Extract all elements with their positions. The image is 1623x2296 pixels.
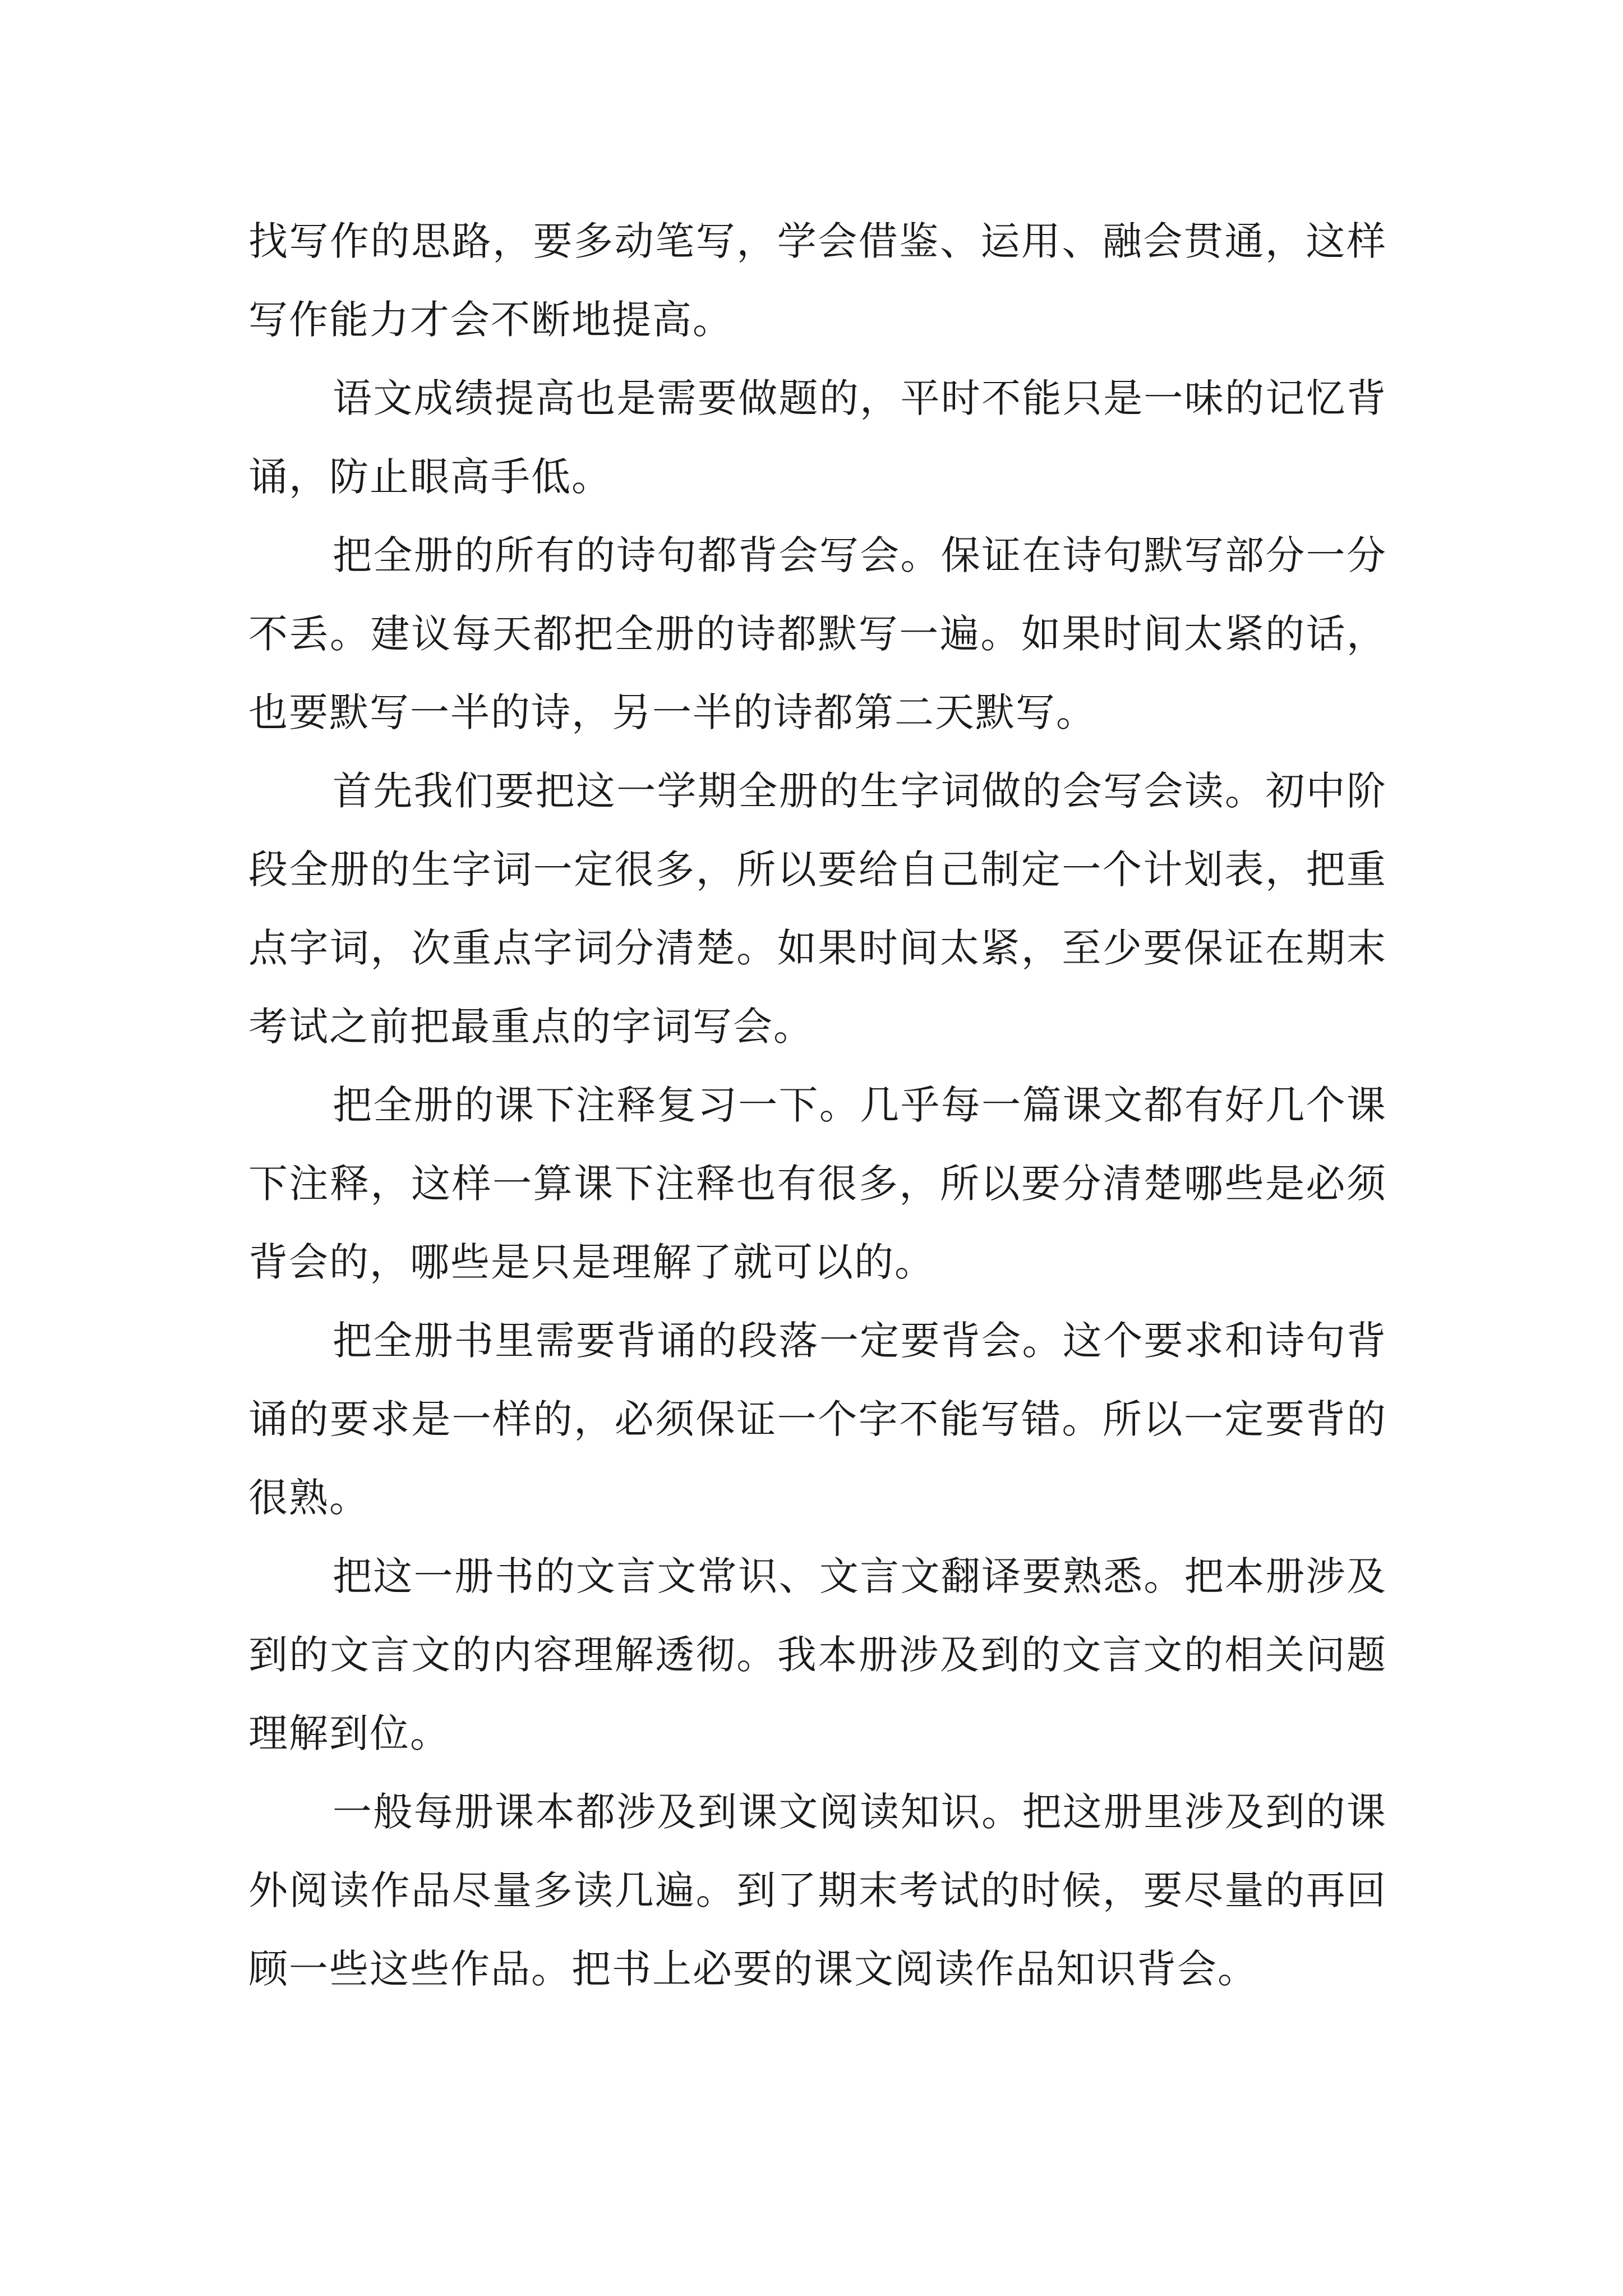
paragraph-6: 把全册书里需要背诵的段落一定要背会。这个要求和诗句背诵的要求是一样的，必须保证一个字不能写错。所以一定要背的很熟。	[248, 1318, 1387, 1521]
document-body	[248, 202, 1387, 2008]
paragraph-7: 把这一册书的文言文常识、文言文翻译要熟悉。把本册涉及到的文言文的内容理解透彻。我本册涉及到的文言文的相关问题理解到位。	[248, 1553, 1387, 1756]
paragraph-5: 把全册的课下注释复习一下。几乎每一篇课文都有好几个课下注释，这样一算课下注释也有很多，所以要分清楚哪些是必须背会的，哪些是只是理解了就可以的。	[248, 1082, 1387, 1285]
paragraph-4: 首先我们要把这一学期全册的生字词做的会写会读。初中阶段全册的生字词一定很多，所以要给自己制定一个计划表，把重点字词，次重点字词分清楚。如果时间太紧，至少要保证在期末考试之前把最重点的字词写会。	[248, 768, 1387, 1050]
paragraph-3: 把全册的所有的诗句都背会写会。保证在诗句默写部分一分不丢。建议每天都把全册的诗都默写一遍。如果时间太紧的话，也要默写一半的诗，另一半的诗都第二天默写。	[248, 532, 1387, 735]
paragraph-2: 语文成绩提高也是需要做题的，平时不能只是一味的记忆背诵，防止眼高手低。	[248, 375, 1387, 500]
paragraph-1: 找写作的思路，要多动笔写，学会借鉴、运用、融会贯通，这样写作能力才会不断地提高。	[248, 218, 1387, 343]
paragraph-8: 一般每册课本都涉及到课文阅读知识。把这册里涉及到的课外阅读作品尽量多读几遍。到了期末考试的时候，要尽量的再回顾一些这些作品。把书上必要的课文阅读作品知识背会。	[248, 1789, 1387, 1992]
